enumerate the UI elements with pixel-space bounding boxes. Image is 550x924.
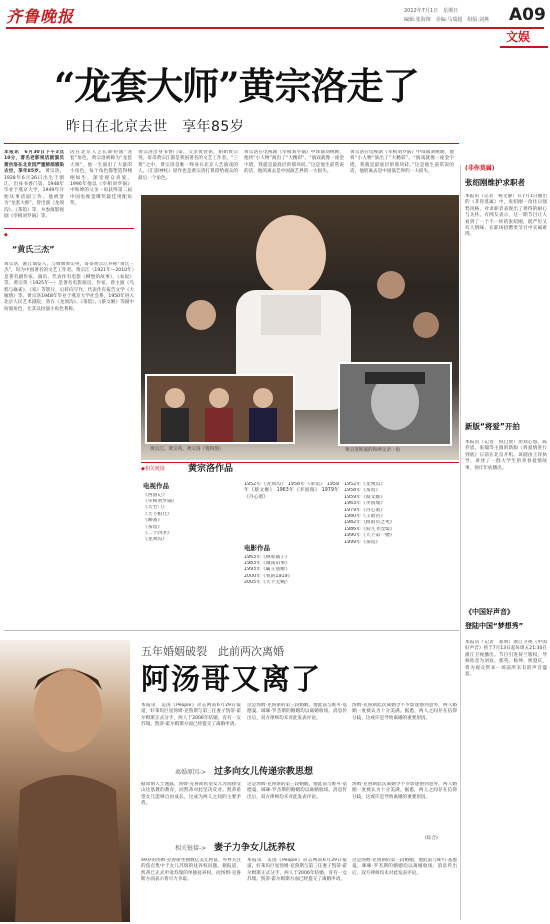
story-divider <box>4 630 459 631</box>
body-column-2: 因在北京人艺长期扮演“龙套”角色，黄宗洛被称为“龙套大师”。他一生演出了大量的小角色，每个角色都塑造得栩栩如生，深受观众喜爱。1990年他以《宰相刘罗锅》中和珅的父亲一角获得第二届中国电视金鹰奖最佳男配角奖。 <box>70 150 132 207</box>
custody-body: 49岁的汤姆·克鲁斯坐拥数亿美元财富，外界关注的焦点集中于女儿苏瑞的抚养权问题。据报道，凯蒂已正式申请苏瑞的单独抚养权，而汤姆·克鲁斯方面表示将尽力争取。 <box>141 858 241 883</box>
reason-body-2: 这是汤姆·克鲁斯的第三段婚姻，他此前与妮可·基德曼、咪咪·罗杰斯的婚姻均以离婚收场。消息传出后，双方律师均未对此发表评论。 <box>247 782 347 800</box>
film-work-item: 2000年《我的1919》 <box>244 573 293 579</box>
film-work-item: 1983年《城南旧事》 <box>244 560 290 566</box>
reason-title: 过多向女儿传递宗教思想 <box>214 767 314 777</box>
film-works-title: 电影作品 <box>244 544 270 552</box>
lead-paragraph: 本报讯 6月30日下午3点10分，著名老影视话剧演员黄宗洛在北京因严重肺部感染去世，享年85岁。 黄宗洛，1928年6月26日出生于浙江，出身书香门第。1948年毕业于燕京大学，1949年开始从事话剧工作。他被誉为“龙套大师”，曾出演《龙须沟》、《茶馆》等，并参演影视剧《宰相刘罗锅》等。 <box>4 150 64 220</box>
sidebar-title: “黄氏三杰” <box>12 245 55 254</box>
link-label: 相关链接-> <box>175 845 207 852</box>
right-column-rule <box>460 165 461 920</box>
editor-line: 编辑:张海翔 美编:马瑞超 组版:刘燕 <box>404 17 490 23</box>
tv-work-item: 《大宅门》 <box>143 505 167 511</box>
inset-caption: 黄宗江、黄宗英、黄宗洛（资料图） <box>150 447 224 452</box>
portrait-photo <box>338 362 452 446</box>
right-body-2: 本报讯（记者 倪自放）由刘心悠、陈乔恩、张翰等主演的新版《将爱情进行到底》日前在北京开机。该剧由王洋执导，讲述了一群大学生的青春爱情故事，预计年底播出。 <box>465 440 547 471</box>
stage-work-item: 1980年《王昭君》 <box>344 514 385 520</box>
stage-work-item: 1990年《天下第一楼》 <box>344 533 395 539</box>
body-column-5: 黄宗洛在电视剧《宰相刘罗锅》中饰演刘统勋，他将“小人物”演出了“大精彩”。“演戏就像一座金字塔，我就是最底层的那块砖。”这是他生前常说的话，他的离去是中国演艺界的一大损失。 <box>350 150 454 175</box>
stage-works-extra: 1952年《龙须沟》 1958年《茶馆》 1959年《蔡文姬》 1963年《李国瑞》 1979年《丹心谱》 <box>244 482 339 500</box>
link-title: 妻子力争女儿抚养权 <box>214 843 296 853</box>
right-headline-3: 登陆中国“梦想秀” <box>465 622 524 630</box>
header-rule <box>6 27 544 29</box>
tv-work-item: 《天下粮仓》 <box>143 511 172 517</box>
film-work-item: 1963年《林家铺子》 <box>244 554 290 560</box>
right-headline-2: 新版“将爱”开拍 <box>465 422 520 431</box>
sidebar-body: 黄宗洛，浙江瑞安人，与姐姐黄宗英、哥哥黄宗江并称“黄氏三杰”，均为中国著名的文艺工作者。黄宗江（1921年—2010年）是著名剧作家、演员，代表作有电影《柳堡的故事》、《农奴》等。黄宗英（1925年—）是著名电影演员、作家，曾主演《乌鸦与麻雀》、《家》等影片，后转向写作，代表作有报告文学《大雁情》等。黄宗洛1948年毕业于燕京大学社会系，1950年进入北京人民艺术剧院，曾在《龙须沟》、《茶馆》、《蔡文姬》等剧中扮演角色，尤其以扮演小角色著称。 <box>4 262 134 312</box>
works-tag: ◆相关链接 <box>141 466 165 472</box>
custody-body-3: 这是汤姆·克鲁斯的第三段婚姻，他此前与妮可·基德曼、咪咪·罗杰斯的婚姻均以离婚收场。消息传出后，双方律师均未对此发表评论。 <box>352 858 457 876</box>
stage-work-item: 1982年《推销员之死》 <box>344 520 395 526</box>
stage-works-list <box>344 482 456 546</box>
sidebar-tag: ◆ <box>4 232 8 238</box>
stage-work-item: 1963年《李国瑞》 <box>344 501 385 507</box>
tv-works-list <box>143 482 238 544</box>
right-tag-3: 《中国好声音》 <box>465 608 514 616</box>
reason-label: 离婚原因-> <box>175 769 207 776</box>
page-number: A09 <box>509 5 546 25</box>
right-tag-1: (非你莫属) <box>465 165 495 172</box>
tv-work-item: 《宰相刘罗锅》 <box>143 498 177 504</box>
stage-work-item: 1958年《茶馆》 <box>344 488 381 494</box>
tv-work-item: 《西游记》 <box>143 492 167 498</box>
portrait-illustration <box>340 364 450 444</box>
story2-body-3: 汤姆·克鲁斯此次离婚令不少影迷感到意外，两人婚姻一度被认为十分美满。据悉，两人之间存在信仰分歧，这或许是导致离婚的重要原因。 <box>352 703 457 721</box>
tv-work-item: 《茶馆》 <box>143 524 163 530</box>
main-subheadline: 昨日在北京去世 享年85岁 <box>66 119 245 135</box>
stage-work-item: 1979年《丹心谱》 <box>344 507 385 513</box>
inset-photo-siblings <box>145 374 295 444</box>
reason-body-3: 汤姆·克鲁斯此次离婚令不少影迷感到意外，两人婚姻一度被认为十分美满。据悉，两人之间存在信仰分歧，这或许是导致离婚的重要原因。 <box>352 782 457 800</box>
film-works-list <box>244 482 339 587</box>
works-title: 黄宗洛作品 <box>188 464 234 474</box>
main-headline: “龙套大师”黄宗洛走了 <box>54 64 419 108</box>
film-work-item: 1993年《霸王别姬》 <box>244 567 290 573</box>
tom-illustration <box>0 640 130 922</box>
siblings-illustration <box>147 376 293 442</box>
works-rule <box>141 462 459 463</box>
custody-body-2: 本报讯 美国《People》杂志网站6月29日报道，好莱坞巨星汤姆·克鲁斯与第三任妻子凯蒂·霍尔姆斯正式分手，两人于2006年结婚，育有一女苏瑞。凯蒂·霍尔姆斯方面已经提交了离婚申请。 <box>247 858 347 883</box>
reason-body: 据知情人士透露，汤姆·克鲁斯希望女儿苏瑞接受山达基教的教育，而凯蒂对此坚决反对。凯蒂希望女儿能够自由成长，这成为两人之间的主要矛盾。 <box>141 782 241 807</box>
stage-work-item: 1986年《狗儿爷涅槃》 <box>344 526 395 532</box>
tv-work-item: 《龙须沟》 <box>143 537 167 543</box>
right-body-1: 本报讯（记者 杨文静）在7月1日播出的《非你莫属》中，张绍刚一改往日强势风格，对求职者表现出了难得的耐心与关怀。有网友表示，这一期节目让人看到了一个不一样的张绍刚，既严厉又有人情味，在职场招聘类节目中实属难得。 <box>465 194 547 238</box>
stage-work-item: 1952年《龙须沟》 <box>344 482 385 487</box>
right-headline-1: 张绍刚维护求职者 <box>465 178 525 187</box>
body-column-4: 黄宗洛在电视剧《宰相刘罗锅》中饰演刘统勋，他将“小人物”演出了“大精彩”。“演戏就像一座金字塔，我就是最底层的那块砖。”这是他生前常说的话，他的离去是中国演艺界的一大损失。 <box>244 150 344 175</box>
right-body-3: 本报讯（记者 郑明）浙江卫视《中国好声音》将于7月13日起每周五21:30在浙江卫视播出。节目引进荷兰版权，导师阵容为刘欢、那英、杨坤、庾澄庆，将为观众带来一场前所未有的声音盛宴。 <box>465 640 547 678</box>
stage-work-item: 1999年《茶馆》 <box>344 539 381 545</box>
sidebar-rule <box>4 228 134 229</box>
story2-sign: (综合) <box>425 836 438 841</box>
section-label: 文娱 <box>506 30 531 44</box>
date-line: 2012年7月1日 星期日 <box>404 8 459 14</box>
body-column-3: 黄宗洛出身书香门第，父亲黄曾铭，姐姐黄宗英、哥哥黄宗江都是我国著名的文艺工作者。“三黄”之中，黄宗洛是唯一终身在北京人艺演戏的人。《汇剧神杖》原作也是黄宗洛打算留给观众的最后一个角色。 <box>138 150 238 181</box>
story2-kicker: 五年婚姻破裂 此前两次离婚 <box>141 645 284 658</box>
tv-works-title: 电视作品 <box>143 482 169 490</box>
headline-rule <box>4 143 459 144</box>
story2-headline: 阿汤哥又离了 <box>141 662 322 696</box>
newspaper-logo: 齐鲁晚报 <box>6 7 75 26</box>
film-work-item: 2005年《天下无贼》 <box>244 580 290 586</box>
tv-work-item: 《聊斋》 <box>143 518 163 524</box>
tv-work-item: 《二十四孝》 <box>143 531 172 537</box>
stage-work-item: 1959年《蔡文姬》 <box>344 494 385 500</box>
portrait-caption: 黄宗洛饰演的和珅父亲一角 <box>345 448 401 453</box>
tom-cruise-photo <box>0 640 130 922</box>
story2-body-1: 本报讯 美国《People》杂志网站6月29日报道，好莱坞巨星汤姆·克鲁斯与第三任妻子凯蒂·霍尔姆斯正式分手，两人于2006年结婚，育有一女苏瑞。凯蒂·霍尔姆斯方面已经提交了离婚申请。 <box>141 703 241 728</box>
story2-body-2: 这是汤姆·克鲁斯的第三段婚姻，他此前与妮可·基德曼、咪咪·罗杰斯的婚姻均以离婚收场。消息传出后，双方律师均未对此发表评论。 <box>247 703 347 721</box>
